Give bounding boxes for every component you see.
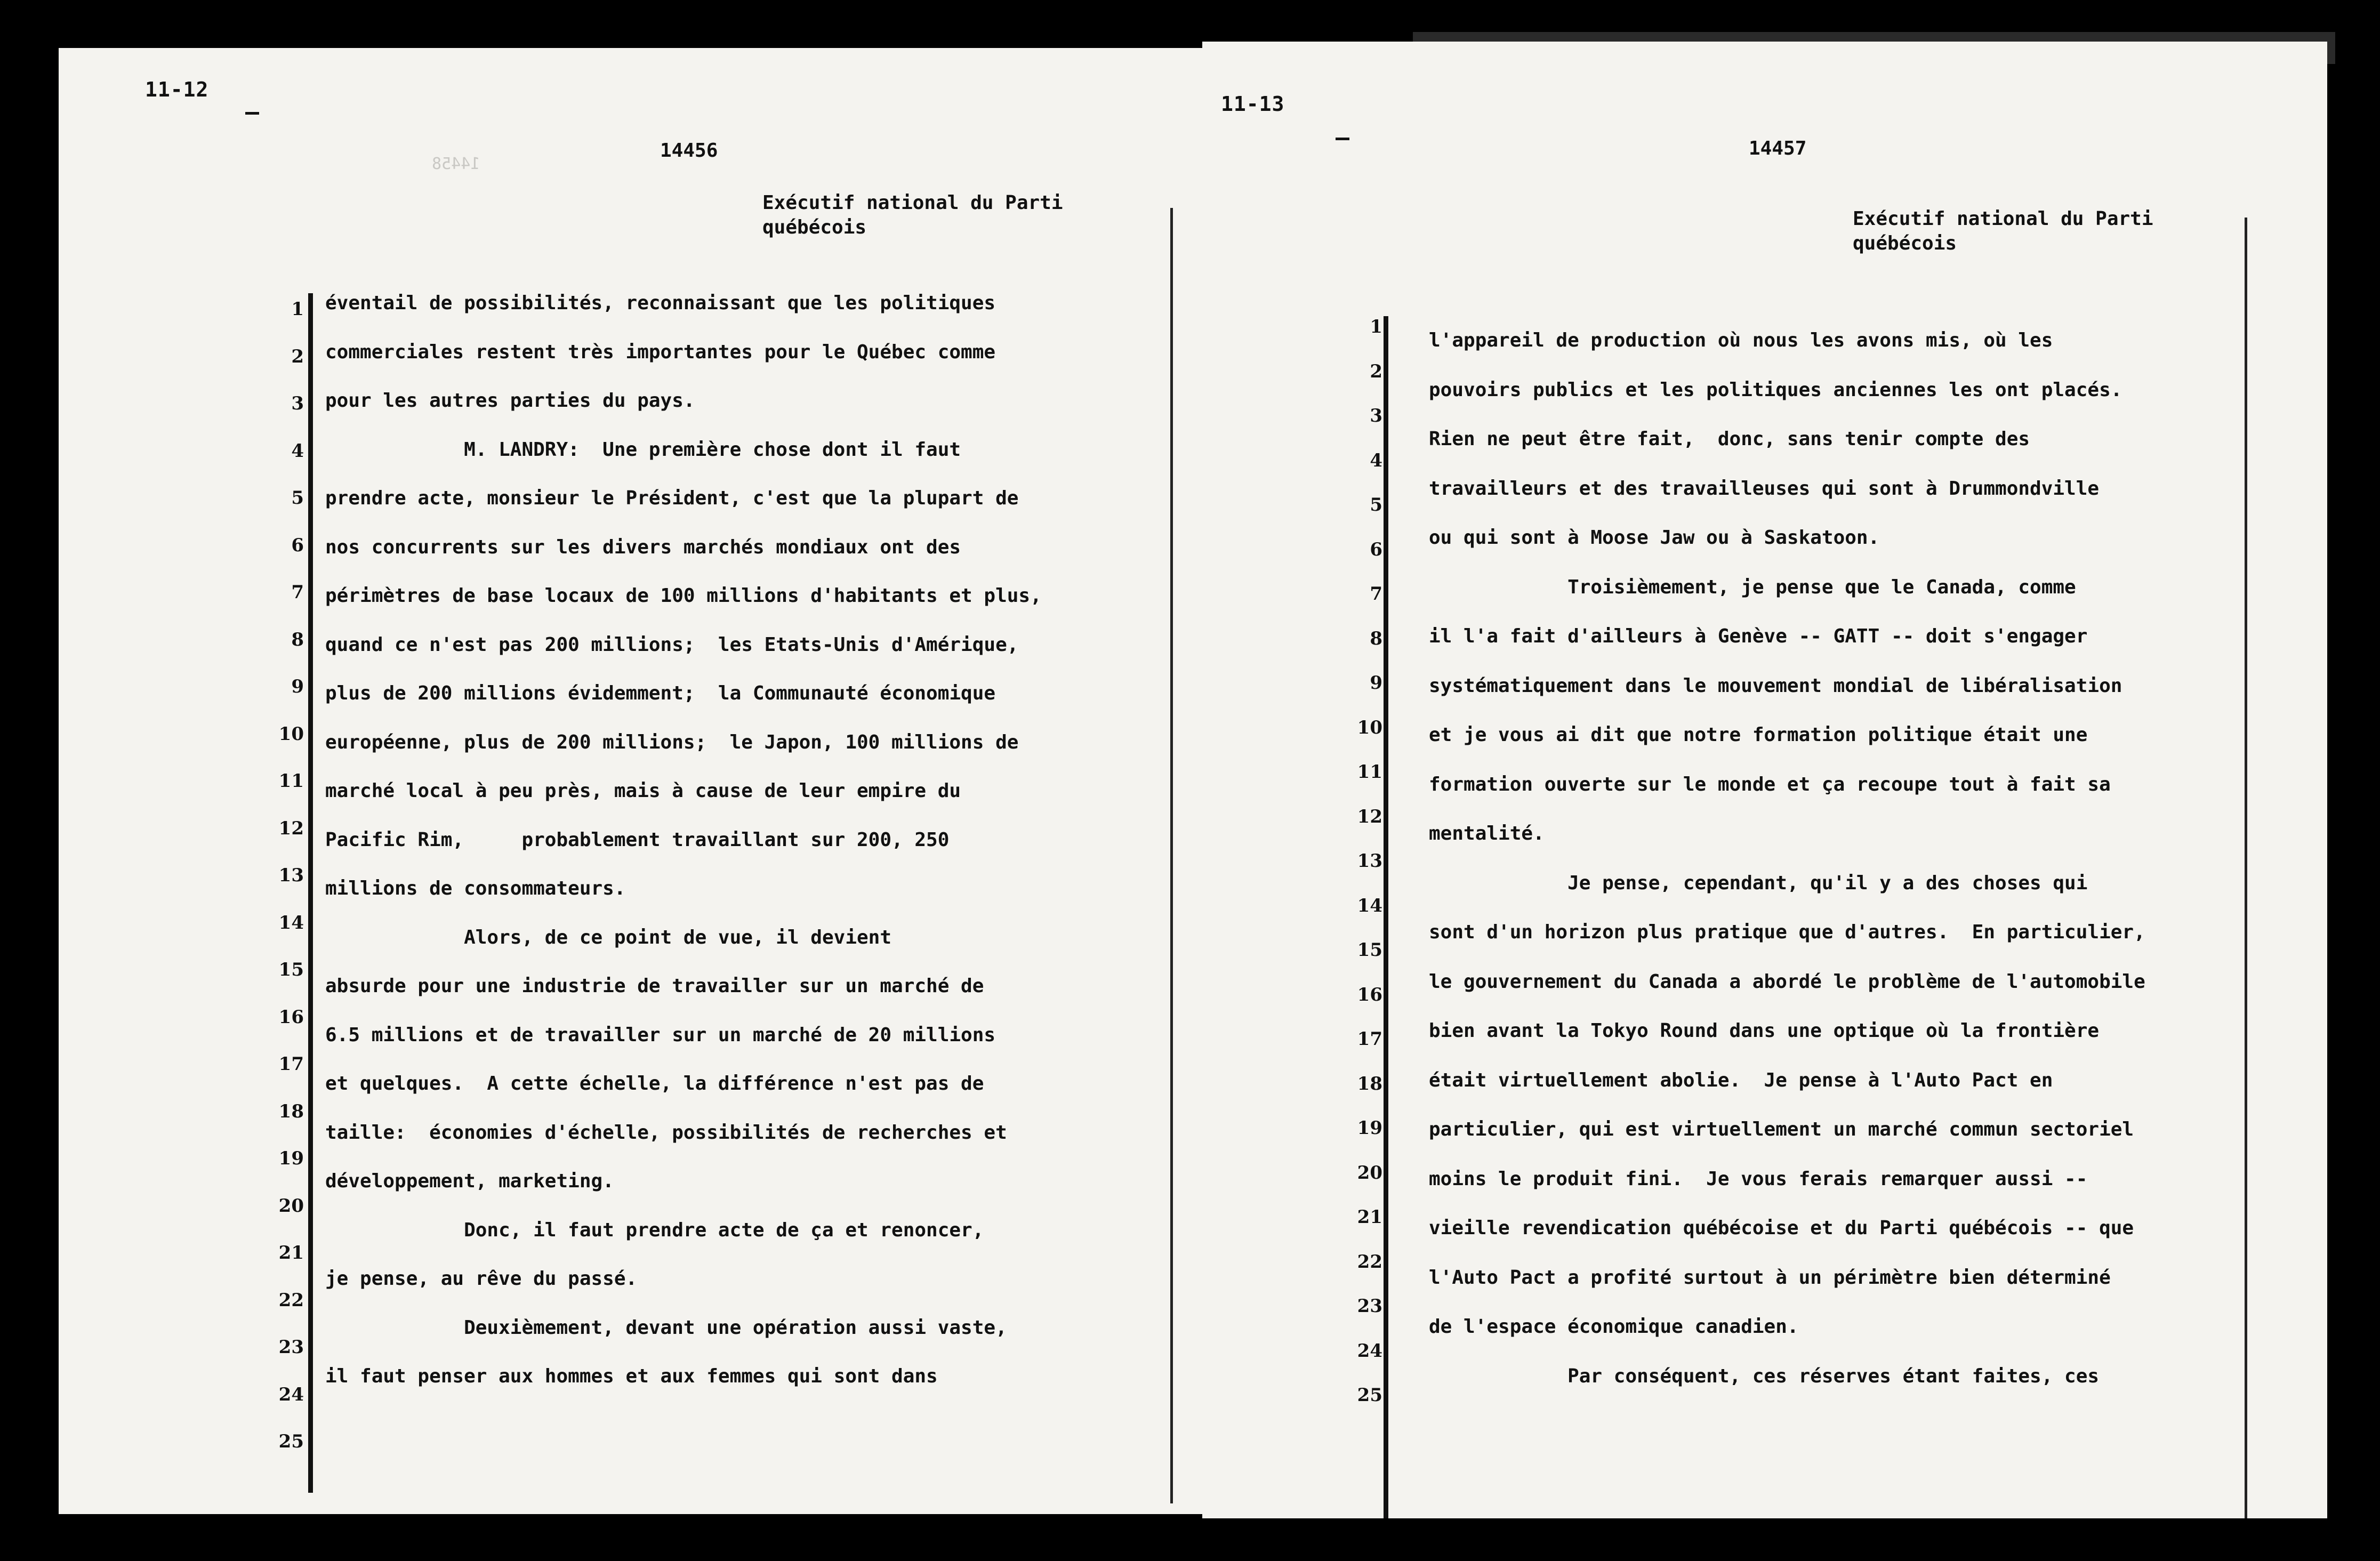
transcript-line: était virtuellement abolie. Je pense à l'Auto Pact en — [1429, 1069, 2053, 1091]
header-line: Exécutif national du Parti — [762, 192, 1063, 214]
transcript-line: absurde pour une industrie de travailler sur un marché de — [325, 975, 984, 997]
line-number: 23 — [1357, 1296, 1382, 1317]
line-number: 14 — [278, 912, 304, 934]
transcript-line: formation ouverte sur le monde et ça recoupe tout à fait sa — [1429, 773, 2111, 795]
line-number: 25 — [278, 1431, 304, 1452]
line-number: 12 — [1357, 806, 1382, 827]
line-number: 2 — [1370, 360, 1382, 382]
line-number: 8 — [1370, 627, 1382, 649]
line-number: 21 — [1357, 1206, 1382, 1228]
line-number: 16 — [1357, 984, 1382, 1005]
line-number: 18 — [1357, 1073, 1382, 1095]
transcript-line: systématiquement dans le mouvement mondial de libéralisation — [1429, 674, 2122, 697]
transcript-line: sont d'un horizon plus pratique que d'autres. En particulier, — [1429, 921, 2145, 943]
page-header — [1853, 207, 2153, 256]
line-number: 22 — [1357, 1251, 1382, 1273]
transcript-line: bien avant la Tokyo Round dans une optique où la frontière — [1429, 1020, 2100, 1042]
line-number: 17 — [1357, 1028, 1382, 1050]
transcript-line: nos concurrents sur les divers marchés mondiaux ont des — [325, 536, 961, 558]
transcript-line: pouvoirs publics et les politiques anciennes les ont placés. — [1429, 379, 2122, 401]
line-number: 4 — [291, 440, 304, 462]
line-number: 19 — [1357, 1117, 1382, 1139]
transcript-line: taille: économies d'échelle, possibilités de recherches et — [325, 1121, 1007, 1144]
page-number: 14456 — [660, 140, 718, 162]
line-number: 1 — [1370, 316, 1382, 337]
right-margin-rule — [1170, 208, 1173, 1503]
line-number: 17 — [278, 1053, 304, 1075]
transcript-line: développement, marketing. — [325, 1170, 614, 1192]
line-number: 15 — [278, 959, 304, 980]
line-number: 2 — [291, 345, 304, 367]
line-number: 23 — [278, 1337, 304, 1358]
header-line: Exécutif national du Parti — [1853, 208, 2153, 230]
line-number: 14 — [1357, 895, 1382, 916]
transcript-line: Donc, il faut prendre acte de ça et renoncer, — [325, 1219, 984, 1241]
line-number: 22 — [278, 1289, 304, 1311]
line-number: 10 — [278, 723, 304, 745]
dash-mark — [245, 112, 259, 115]
line-number: 21 — [278, 1242, 304, 1264]
page-number: 14457 — [1749, 138, 1807, 159]
line-number: 13 — [1357, 850, 1382, 872]
transcript-line: il l'a fait d'ailleurs à Genève -- GATT -- doit s'engager — [1429, 625, 2088, 647]
line-number: 20 — [1357, 1162, 1382, 1184]
transcript-line: moins le produit fini. Je vous ferais remarquer aussi -- — [1429, 1168, 2088, 1190]
transcript-line: de l'espace économique canadien. — [1429, 1316, 1799, 1338]
page-header — [762, 191, 1063, 240]
dash-mark — [1336, 138, 1349, 140]
line-number: 5 — [1370, 494, 1382, 516]
line-number: 3 — [291, 393, 304, 414]
line-number: 15 — [1357, 939, 1382, 961]
transcript-line: et quelques. A cette échelle, la différence n'est pas de — [325, 1073, 984, 1095]
line-number: 9 — [291, 676, 304, 697]
line-number: 7 — [291, 582, 304, 603]
line-number: 20 — [278, 1195, 304, 1217]
transcript-line: le gouvernement du Canada a abordé le problème de l'automobile — [1429, 970, 2145, 993]
line-number: 13 — [278, 865, 304, 886]
transcript-line: l'Auto Pact a profité surtout à un périmètre bien déterminé — [1429, 1266, 2111, 1289]
transcript-line: je pense, au rêve du passé. — [325, 1268, 638, 1290]
line-number: 19 — [278, 1148, 304, 1169]
transcript-line: éventail de possibilités, reconnaissant que les politiques — [325, 292, 996, 314]
transcript-line: Pacific Rim, probablement travaillant sur 200, 250 — [325, 828, 950, 851]
right-page — [1202, 42, 2327, 1518]
transcript-line: particulier, qui est virtuellement un marché commun sectoriel — [1429, 1119, 2134, 1140]
transcript-line: quand ce n'est pas 200 millions; les Etats-Unis d'Amérique, — [325, 633, 1019, 656]
right-margin-rule — [2245, 218, 2247, 1518]
transcript-line: pour les autres parties du pays. — [325, 390, 695, 412]
transcript-line: travailleurs et des travailleuses qui sont à Drummondville — [1429, 477, 2100, 500]
transcript-line: ou qui sont à Moose Jaw ou à Saskatoon. — [1429, 527, 1880, 549]
transcript-line: marché local à peu près, mais à cause de leur empire du — [325, 780, 961, 802]
transcript-line: prendre acte, monsieur le Président, c'est que la plupart de — [325, 487, 1019, 509]
line-number: 6 — [291, 534, 304, 556]
page-id: 11-13 — [1221, 92, 1285, 116]
line-number: 4 — [1370, 449, 1382, 471]
line-number: 25 — [1357, 1385, 1382, 1406]
line-number: 1 — [291, 299, 304, 320]
line-number: 6 — [1370, 538, 1382, 560]
transcript-line: M. LANDRY: Une première chose dont il faut — [325, 438, 961, 461]
line-number: 10 — [1357, 717, 1382, 738]
transcript-line: Troisièmement, je pense que le Canada, comme — [1429, 576, 2076, 598]
bleed-through-text: 14458 — [432, 155, 480, 173]
line-number: 16 — [278, 1006, 304, 1028]
transcript-line: millions de consommateurs. — [325, 878, 626, 899]
line-number: 3 — [1370, 405, 1382, 427]
transcript-line: Par conséquent, ces réserves étant faites, ces — [1429, 1365, 2100, 1387]
line-number: 18 — [278, 1100, 304, 1122]
left-margin-rule — [1384, 316, 1388, 1518]
left-margin-rule — [308, 293, 313, 1493]
transcript-line: mentalité. — [1429, 823, 1545, 844]
line-number: 12 — [278, 817, 304, 839]
transcript-line: vieille revendication québécoise et du Parti québécois -- que — [1429, 1217, 2134, 1239]
line-number: 24 — [1357, 1340, 1382, 1362]
transcript-line: Je pense, cependant, qu'il y a des choses qui — [1429, 872, 2088, 894]
transcript-line: il faut penser aux hommes et aux femmes qui sont dans — [325, 1365, 938, 1387]
line-number: 5 — [291, 487, 304, 509]
line-number: 11 — [278, 770, 304, 792]
transcript-line: Rien ne peut être fait, donc, sans tenir compte des — [1429, 428, 2030, 450]
line-number: 8 — [291, 629, 304, 650]
header-line: québécois — [1853, 232, 1957, 254]
line-number: 7 — [1370, 583, 1382, 605]
transcript-line: Deuxièmement, devant une opération aussi vaste, — [325, 1316, 1007, 1339]
line-number: 11 — [1357, 761, 1382, 783]
transcript-line: et je vous ai dit que notre formation politique était une — [1429, 724, 2088, 746]
transcript-line: plus de 200 millions évidemment; la Communauté économique — [325, 682, 996, 704]
transcript-line: européenne, plus de 200 millions; le Japon, 100 millions de — [325, 731, 1019, 753]
line-number: 9 — [1370, 672, 1382, 694]
transcript-line: 6.5 millions et de travailler sur un marché de 20 millions — [325, 1024, 996, 1046]
line-number: 24 — [278, 1383, 304, 1405]
page-id: 11-12 — [145, 78, 209, 101]
transcript-line: périmètres de base locaux de 100 millions d'habitants et plus, — [325, 585, 1042, 607]
transcript-line: l'appareil de production où nous les avons mis, où les — [1429, 329, 2053, 351]
left-page — [59, 48, 1210, 1514]
header-line: québécois — [762, 216, 867, 238]
transcript-line: commerciales restent très importantes pour le Québec comme — [325, 341, 996, 363]
transcript-line: Alors, de ce point de vue, il devient — [325, 926, 892, 948]
